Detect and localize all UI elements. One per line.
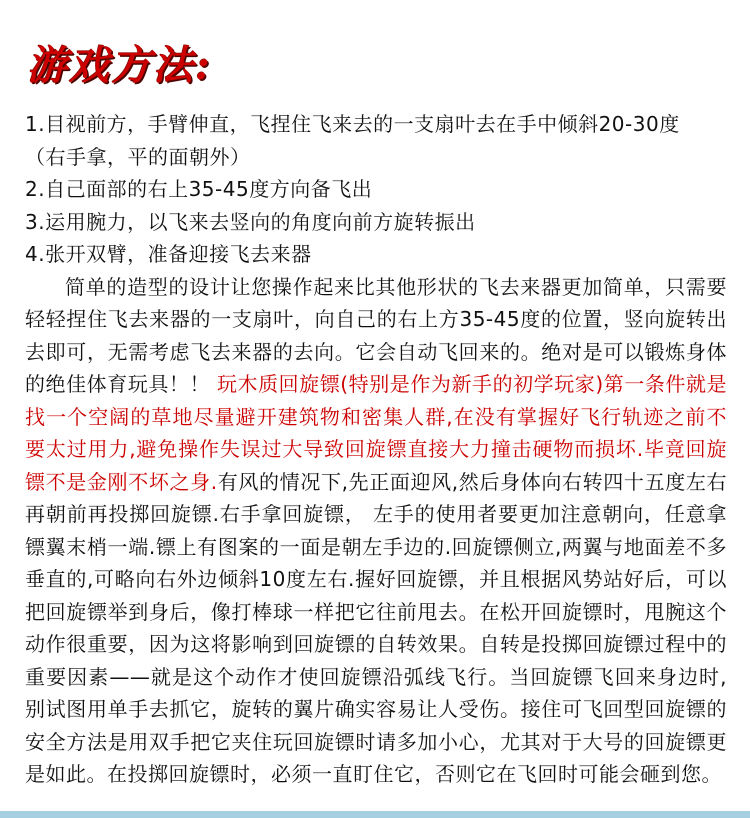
step-line-2: 2.自己面部的右上35-45度方向备飞出 — [25, 177, 373, 201]
step-line-1-note: （右手拿，平的面朝外） — [25, 144, 251, 169]
step-line-3: 3.运用腕力，以飞来去竖向的角度向前方旋转振出 — [25, 209, 476, 234]
body-segment-black-2: 有风的情况下,先正面迎风,然后身体向右转四十五度左右再朝前再投掷回旋镖.右手拿回旋镖， 左手的使用者要更加注意朝向，任意拿镖翼末梢一端.镖上有图案的一面是朝左手边的.回旋镖侧立,两翼与地面差不多垂直的,可略向右外边倾斜10度左右.握好回旋镖，并且根据风势站好后，可以把回旋镖举到身后，像打棒球一样把它往前甩去。在松开回旋镖时，甩腕这个动作很重要，因为这将影响到回旋镖的自转效果。自转是投掷回旋镖过程中的重要因素——就是这个动作才使回旋镖沿弧线飞行。当回旋镖飞回来身边时,别试图用单手去抓它，旋转的翼片确实容易让人受伤。接住可飞回型回旋镖的安全方法是用双手把它夹住玩回旋镖时请多加小心，尤其对于大号的回旋镖更是如此。在投掷回旋镖时，必须一直盯住它，否则它在飞回时可能会砸到您。 — [25, 469, 727, 786]
instruction-steps — [25, 108, 727, 271]
body-segment-red-warning: 玩木质回旋镖(特别是作为新手的初学玩家)第一条件就是找一个空阔的草地尽量避开建筑物和密集人群,在没有掌握好飞行轨迹之前不要太过用力,避免操作失误过大导致回旋镖直接大力撞击硬物而损坏.毕竟回旋镖不是金刚不坏之身. — [25, 372, 728, 494]
body-paragraph — [25, 271, 727, 791]
body-segment-black-1: 简单的造型的设计让您操作起来比其他形状的飞去来器更加简单，只需要轻轻捏住飞去来器的一支扇叶，向自己的右上方35-45度的位置，竖向旋转出去即可，无需考虑飞去来器的去向。它会自动飞回来的。绝对是可以锻炼身体的绝佳体育玩具！！ — [25, 274, 727, 396]
bottom-accent-bar — [0, 811, 750, 818]
page-title: 游戏方法: — [27, 42, 212, 89]
step-line-4: 4.张开双臂，准备迎接飞去来器 — [25, 242, 312, 266]
step-line-1: 1.目视前方，手臂伸直，飞捏住飞来去的一支扇叶去在手中倾斜20-30度 — [25, 112, 680, 136]
